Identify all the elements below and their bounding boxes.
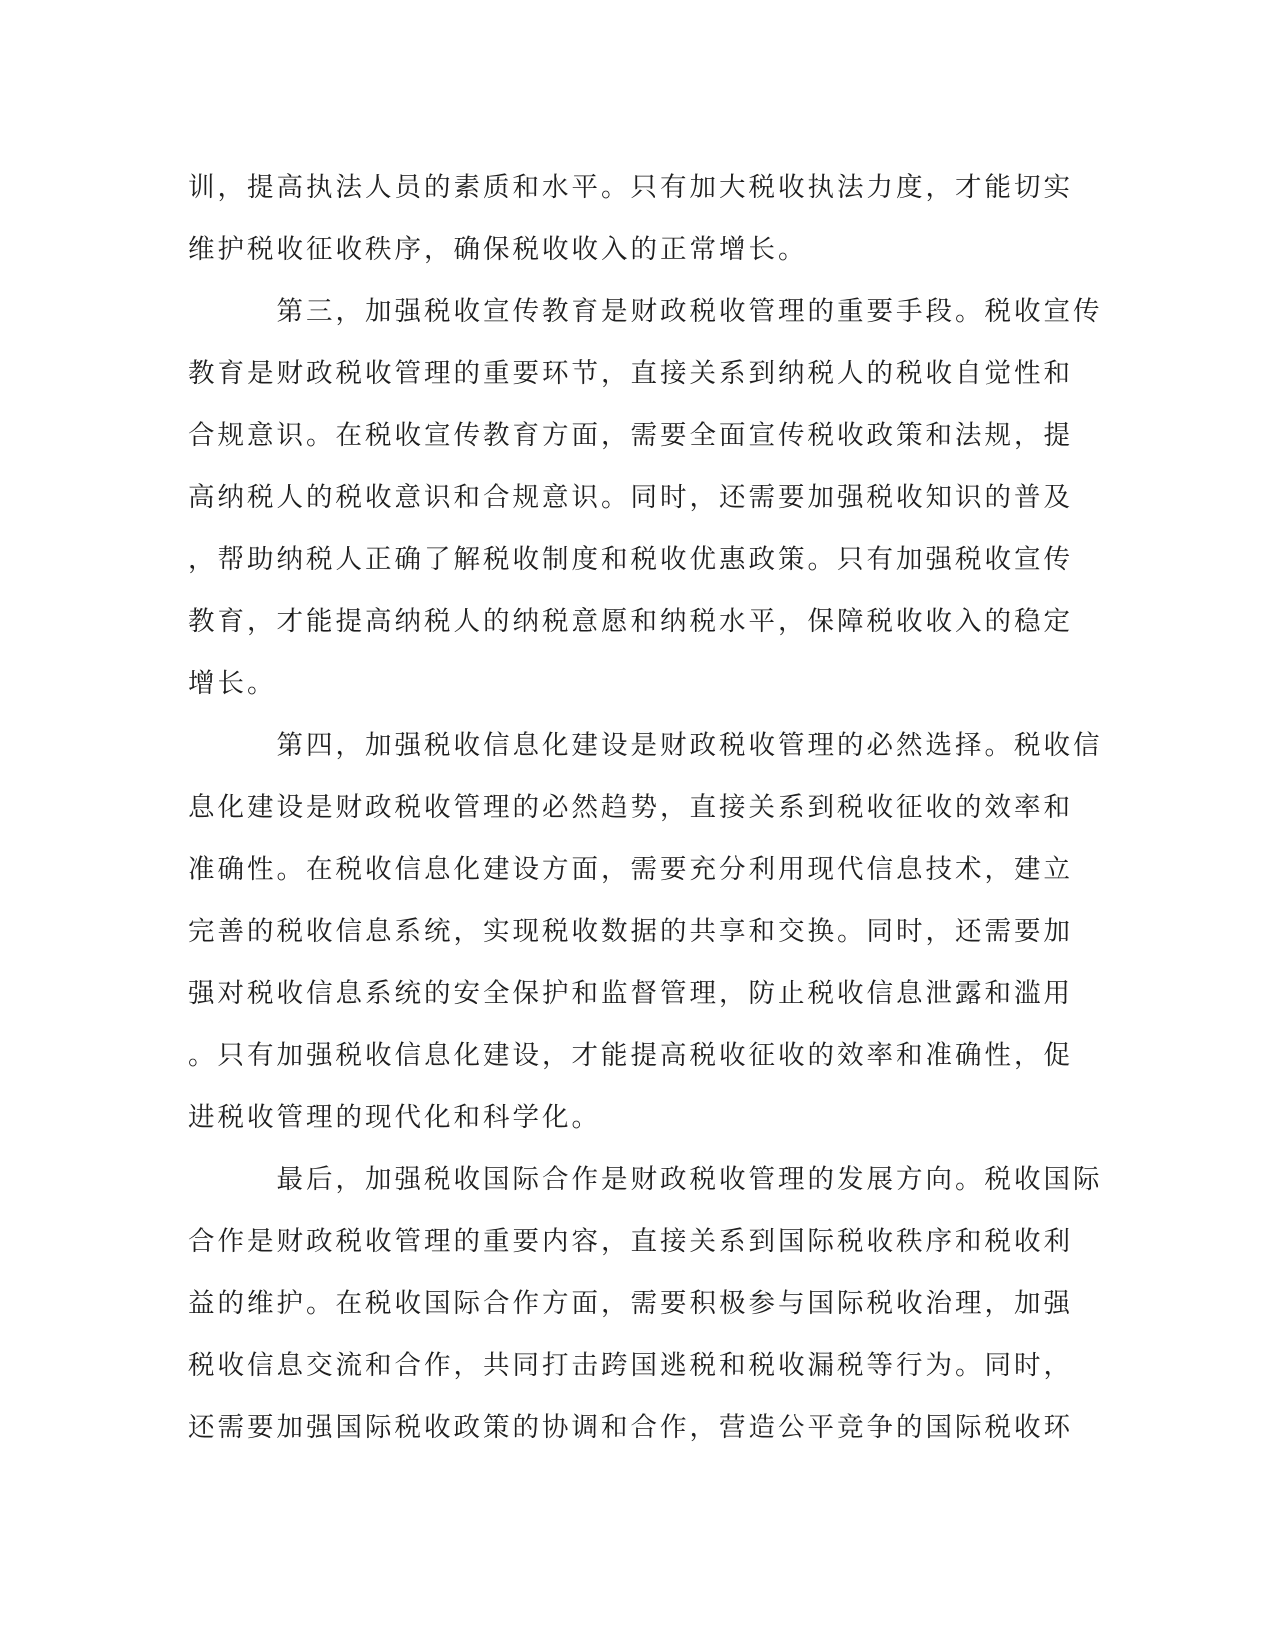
text-line: 进税收管理的现代化和科学化。: [188, 1102, 601, 1133]
text-line: 高纳税人的税收意识和合规意识。同时，还需要加强税收知识的普及: [188, 482, 1073, 513]
text-line: 第四，加强税收信息化建设是财政税收管理的必然选择。税收信: [188, 730, 1103, 761]
body-text: [188, 157, 1103, 1459]
text-line: 训，提高执法人员的素质和水平。只有加大税收执法力度，才能切实: [188, 172, 1073, 203]
text-line: 合作是财政税收管理的重要内容，直接关系到国际税收秩序和税收利: [188, 1226, 1073, 1257]
text-line: 税收信息交流和合作，共同打击跨国逃税和税收漏税等行为。同时，: [188, 1350, 1073, 1381]
text-line: 教育是财政税收管理的重要环节，直接关系到纳税人的税收自觉性和: [188, 358, 1073, 389]
text-line: 教育，才能提高纳税人的纳税意愿和纳税水平，保障税收收入的稳定: [188, 606, 1073, 637]
paragraph-last: [188, 1149, 1103, 1459]
text-line: 最后，加强税收国际合作是财政税收管理的发展方向。税收国际: [188, 1164, 1103, 1195]
text-line: 第三，加强税收宣传教育是财政税收管理的重要手段。税收宣传: [188, 296, 1103, 327]
paragraph-third: [188, 281, 1103, 715]
text-line: 息化建设是财政税收管理的必然趋势，直接关系到税收征收的效率和: [188, 792, 1073, 823]
text-line: 。只有加强税收信息化建设，才能提高税收征收的效率和准确性，促: [188, 1040, 1073, 1071]
text-line: ，帮助纳税人正确了解税收制度和税收优惠政策。只有加强税收宣传: [188, 544, 1073, 575]
text-line: 维护税收征收秩序，确保税收收入的正常增长。: [188, 234, 808, 265]
paragraph-continued: [188, 157, 1073, 281]
text-line: 合规意识。在税收宣传教育方面，需要全面宣传税收政策和法规，提: [188, 420, 1073, 451]
paragraph-fourth: [188, 715, 1103, 1149]
text-line: 增长。: [188, 668, 277, 699]
text-line: 准确性。在税收信息化建设方面，需要充分利用现代信息技术，建立: [188, 854, 1073, 885]
text-line: 益的维护。在税收国际合作方面，需要积极参与国际税收治理，加强: [188, 1288, 1073, 1319]
text-line: 强对税收信息系统的安全保护和监督管理，防止税收信息泄露和滥用: [188, 978, 1073, 1009]
text-line: 还需要加强国际税收政策的协调和合作，营造公平竞争的国际税收环: [188, 1412, 1073, 1443]
text-line: 完善的税收信息系统，实现税收数据的共享和交换。同时，还需要加: [188, 916, 1073, 947]
